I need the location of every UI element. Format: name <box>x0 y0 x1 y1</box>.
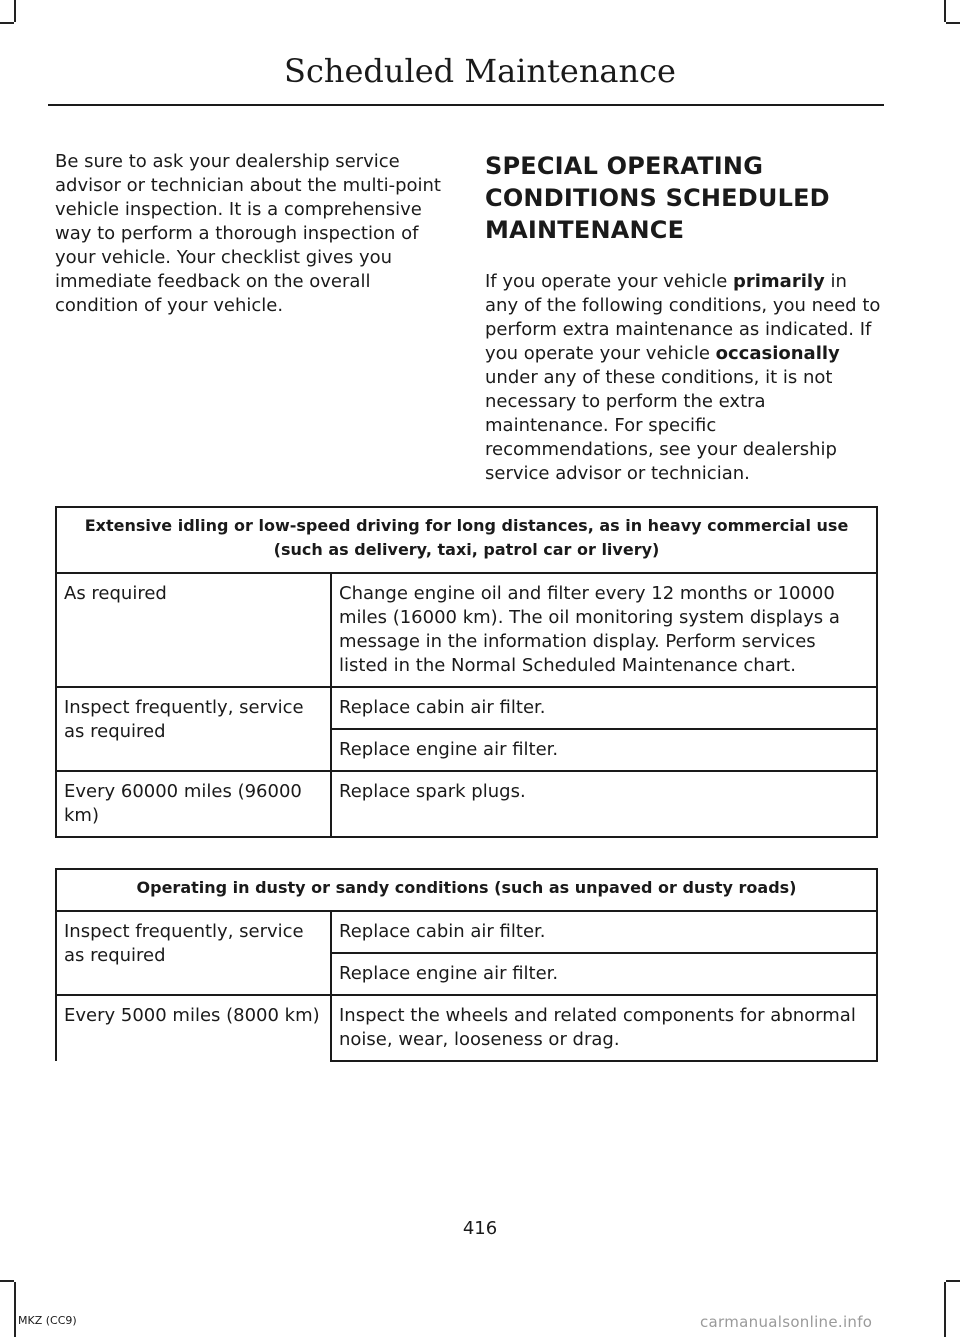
crop-mark <box>944 0 946 22</box>
crop-mark <box>14 1282 16 1337</box>
interval-cell: Every 5000 miles (8000 km) <box>56 995 331 1061</box>
table-row <box>56 573 877 687</box>
action-cell: Replace engine air filter. <box>331 953 877 995</box>
crop-mark <box>0 22 14 24</box>
emphasis-primarily: primarily <box>732 271 825 292</box>
watermark: carmanualsonline.info <box>700 1313 873 1331</box>
table-header-row <box>56 507 877 573</box>
dusty-conditions-table <box>55 868 878 1062</box>
crop-mark <box>0 1280 14 1282</box>
page-number: 416 <box>462 1218 498 1239</box>
intro-paragraph: Be sure to ask your dealership service advisor or technician about the multi-point vehicle inspection. It is a comprehensive way to perform a thorough inspection of your vehicle. Your checklist gives you immediate feedback on the overall condition of your vehicle. <box>55 151 441 316</box>
crop-mark <box>946 22 960 24</box>
crop-mark <box>14 0 16 22</box>
action-cell: Replace cabin air filter. <box>331 687 877 729</box>
section-text-2: in any of the following conditions, you need to perform extra maintenance as indicated. If you operate your vehicle <box>485 271 881 364</box>
section-heading: SPECIAL OPERATING CONDITIONS SCHEDULED MAINTENANCE <box>485 152 830 244</box>
model-code: MKZ (CC9) <box>18 1314 77 1327</box>
table-header-row <box>56 869 877 911</box>
interval-cell: Inspect frequently, service as required <box>56 687 331 771</box>
table-header: Operating in dusty or sandy conditions (such as unpaved or dusty roads) <box>56 869 877 911</box>
action-cell: Replace cabin air filter. <box>331 911 877 953</box>
interval-cell: Every 60000 miles (96000 km) <box>56 771 331 837</box>
table-row <box>56 771 877 837</box>
interval-cell: As required <box>56 573 331 687</box>
action-cell: Inspect the wheels and related components for abnormal noise, wear, looseness or drag. <box>331 995 877 1061</box>
crop-mark <box>944 1282 946 1337</box>
special-conditions-section <box>485 150 885 486</box>
action-cell: Change engine oil and filter every 12 months or 10000 miles (16000 km). The oil monitoring system displays a message in the information display. Perform services listed in the Normal Scheduled Maintenance chart. <box>331 573 877 687</box>
table-row <box>56 995 877 1061</box>
idling-maintenance-table <box>55 506 878 838</box>
interval-cell: Inspect frequently, service as required <box>56 911 331 995</box>
emphasis-occasionally: occasionally <box>715 343 840 364</box>
section-text-3: under any of these conditions, it is not necessary to perform the extra maintenance. For specific recommendations, see your dealership service advisor or technician. <box>485 367 837 484</box>
page-title: Scheduled Maintenance <box>284 52 676 90</box>
action-cell: Replace spark plugs. <box>331 771 877 837</box>
header-divider <box>48 104 884 106</box>
table-row <box>56 687 877 729</box>
action-cell: Replace engine air filter. <box>331 729 877 771</box>
section-paragraph <box>485 270 885 486</box>
crop-mark <box>946 1280 960 1282</box>
section-text-1: If you operate your vehicle <box>485 271 733 292</box>
table-header: Extensive idling or low-speed driving for long distances, as in heavy commercial use (such as delivery, taxi, patrol car or livery) <box>56 507 877 573</box>
table-row <box>56 911 877 953</box>
